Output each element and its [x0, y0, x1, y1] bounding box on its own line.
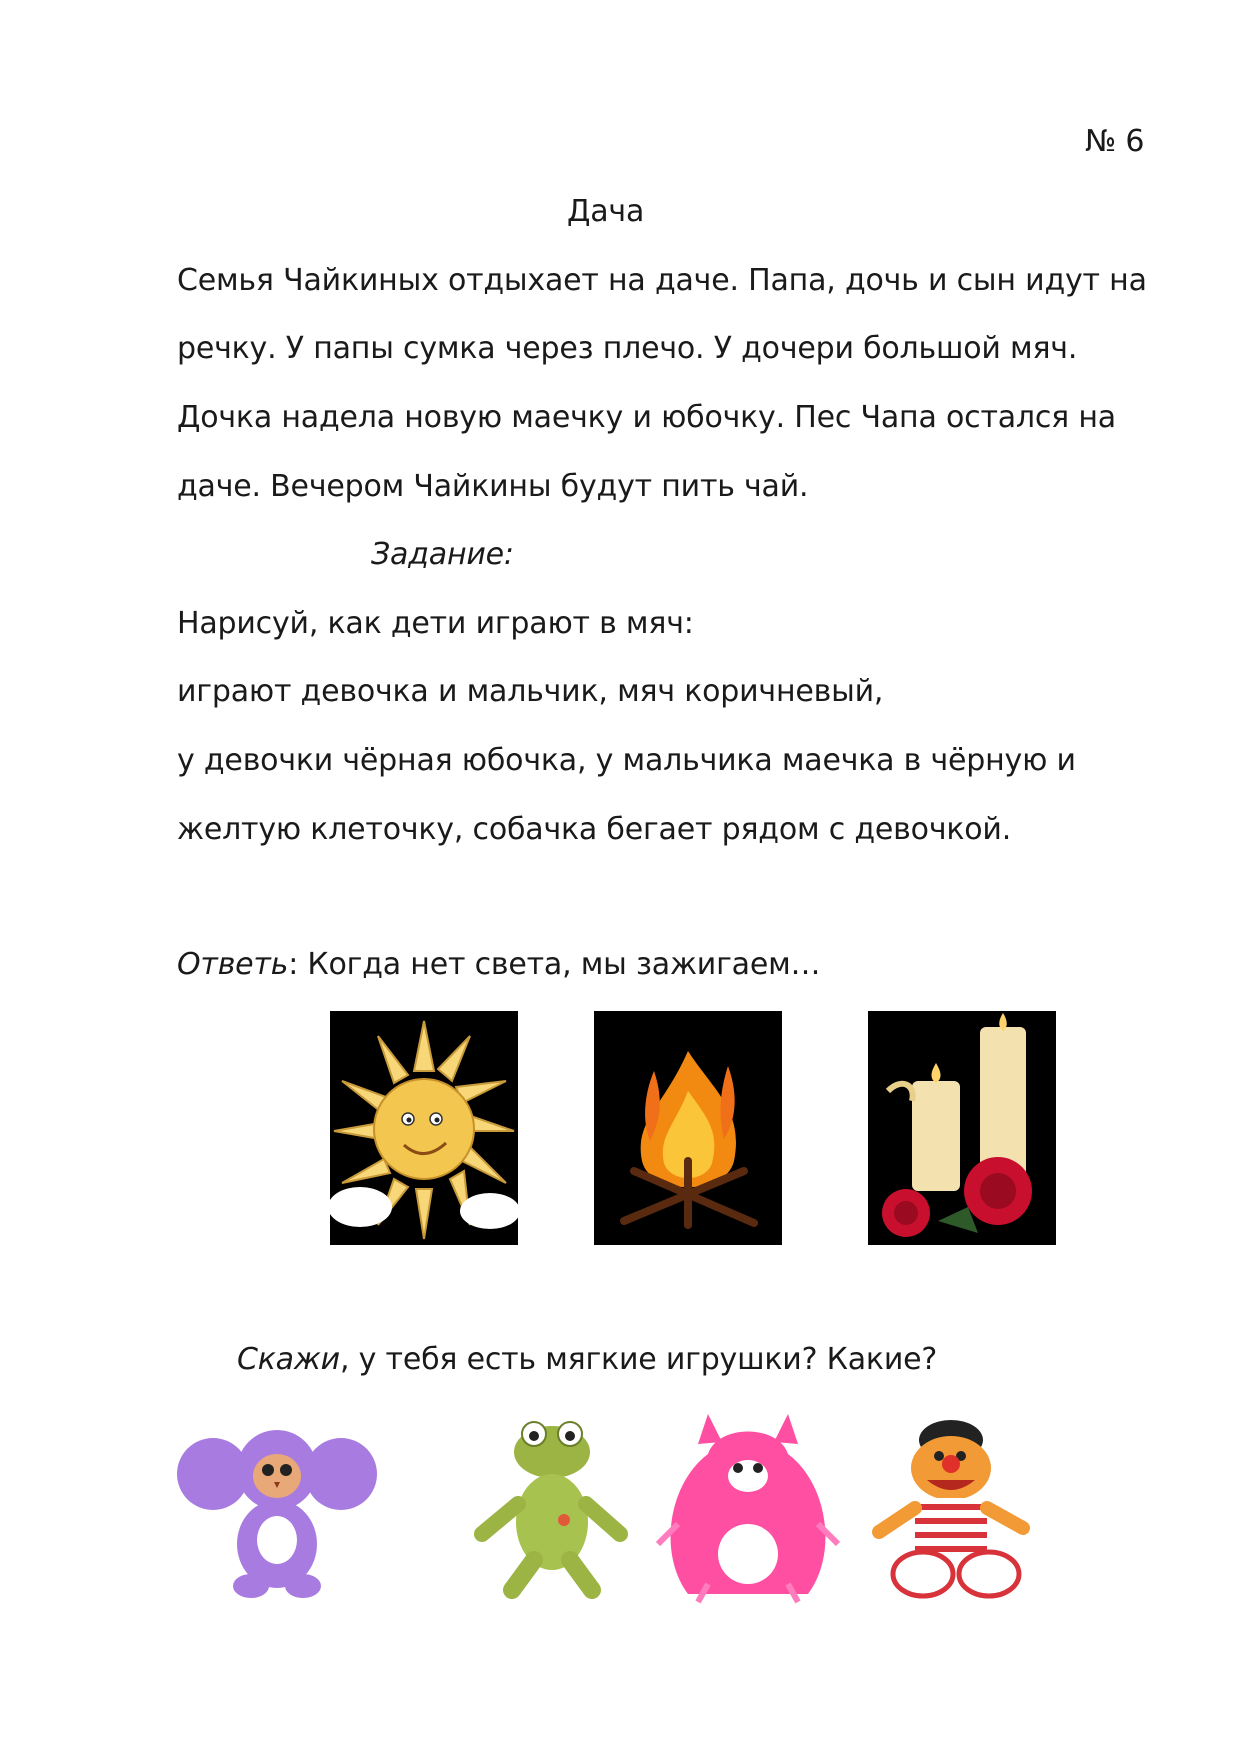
- frog-toy: [452, 1404, 652, 1604]
- story-line: речку. У папы сумка через плечо. У дочери большой мяч.: [177, 331, 1078, 366]
- say-question: [237, 1340, 937, 1380]
- answer-question: [177, 945, 820, 985]
- say-label: Скажи: [237, 1342, 340, 1377]
- cheburashka-toy: [177, 1404, 377, 1604]
- task-line: желтую клеточку, собачка бегает рядом с девочкой.: [177, 812, 1012, 847]
- cheburashka-toy-icon: [177, 1404, 377, 1604]
- sun-icon: [330, 1011, 518, 1245]
- frog-toy-icon: [452, 1404, 652, 1604]
- sun-picture: [330, 1011, 518, 1245]
- story-line: даче. Вечером Чайкины будут пить чай.: [177, 469, 809, 504]
- page-title: Дача: [567, 194, 645, 229]
- answer-text: : Когда нет света, мы зажигаем…: [288, 947, 821, 982]
- puppet-toy-icon: [855, 1404, 1055, 1604]
- answer-label: Ответь: [177, 947, 289, 982]
- campfire-icon: [594, 1011, 782, 1245]
- candles-icon: [868, 1011, 1056, 1245]
- say-text: , у тебя есть мягкие игрушки? Какие?: [339, 1342, 938, 1377]
- pink-fluffy-toy-icon: [648, 1404, 848, 1604]
- campfire-picture: [594, 1011, 782, 1245]
- story-line: Дочка надела новую маечку и юбочку. Пес Чапа остался на: [177, 400, 1116, 435]
- task-line: Нарисуй, как дети играют в мяч:: [177, 606, 694, 641]
- candles-picture: [868, 1011, 1056, 1245]
- task-line: у девочки чёрная юбочка, у мальчика маечка в чёрную и: [177, 743, 1076, 778]
- story-line: Семья Чайкиных отдыхает на даче. Папа, дочь и сын идут на: [177, 263, 1147, 298]
- puppet-toy: [855, 1404, 1055, 1604]
- page-number: № 6: [1085, 124, 1145, 159]
- task-line: играют девочка и мальчик, мяч коричневый,: [177, 674, 884, 709]
- pink-fluffy-toy: [648, 1404, 848, 1604]
- task-heading: Задание:: [371, 537, 514, 572]
